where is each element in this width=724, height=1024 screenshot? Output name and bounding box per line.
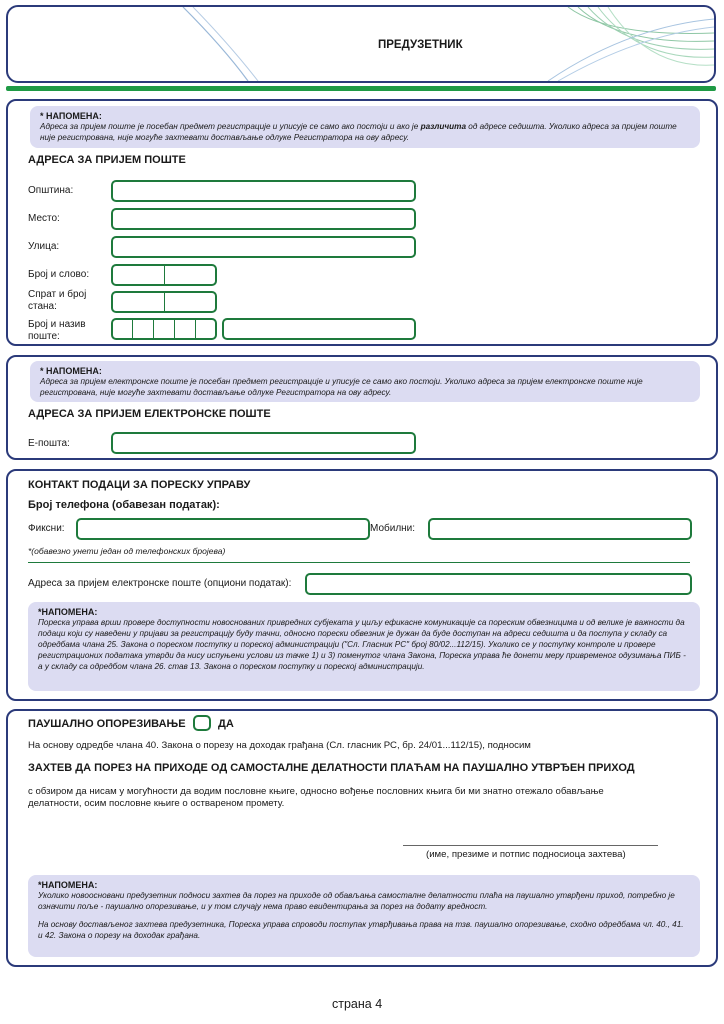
note-text: Уколико новоосновани предузетник подноси захтев да порез на приходе од обављања самосталне делатности плаћа на паушално утврђени приход, потребно је означити поље - паушално опорезивање, и у том случају нема право евидентирања за порез на додату вредност. — [38, 891, 675, 911]
mail-note — [30, 106, 700, 148]
postal-label: Број и назив поште: — [28, 319, 86, 342]
mail-address-section — [6, 99, 718, 346]
flat-rate-section — [6, 709, 718, 967]
landline-field[interactable] — [76, 518, 370, 540]
note-title: *НАПОМЕНА: — [38, 607, 98, 617]
place-label: Место: — [28, 213, 60, 224]
decorative-wave-graphic — [8, 7, 714, 81]
note-text: На основу достављеног захтева предузетника, Пореска управа спроводи поступак утврђивања права на тзв. паушално опорезивање, сходно одредбама чл. 40., 41. и 42. Закона о порезу на доходак грађана. — [38, 920, 684, 940]
street-label: Улица: — [28, 241, 60, 252]
floor-field[interactable] — [111, 291, 217, 313]
reason-text: с обзиром да нисам у могућности да водим пословне књиге, односно вођење пословних књига би ми знатно отежало обављање делатности, осим пословне књиге о оствареном промету. — [28, 786, 604, 809]
floor-label: Спрат и број стана: — [28, 289, 87, 312]
email-address-section — [6, 355, 718, 460]
note-text: Пореска управа врши провере доступности новоснованих привредних субјеката у циљу ефикасне комуникације са пореским обвезницима и од велике је важности да подаци који су наведени у пријави за регистрацију буду тачни, односно порески обвезник је дужан да буде доступан на адреси седишта и да поступа у складу са одредбама члана 25. Закона о пореском поступку и пореској администрацији ("Сл. Гласник РС" број 80/02...112/15). Уколико се у поступку контроле и провере регистрационих података утврди да нису испуњени услови из тачке 1) и 3) поменутог члана Закона, Пореска управа ће донети меру привременог одузимања ПИБ - а у складу са одредбом члана 26. став 13. Закона о пореском поступку и пореској администрацији. — [38, 618, 686, 671]
place-field[interactable] — [111, 208, 416, 230]
page-number: страна 4 — [332, 997, 383, 1011]
page-title: ПРЕДУЗЕТНИК — [378, 39, 463, 51]
note-text: Адреса за пријем електронске поште је посебан предмет регистрације и уписује се само ако постоји. Уколико адреса за пријем електронске поште није регистрована, није могуће захтевати достављање одлуке Регистратора на ову адресу. — [40, 377, 643, 397]
yes-label: ДА — [218, 718, 234, 730]
note-title: *НАПОМЕНА: — [38, 880, 98, 890]
number-label: Број и слово: — [28, 269, 90, 280]
phone-hint: *(обавезно унети један од телефонских бројева) — [28, 546, 226, 556]
note-title: * НАПОМЕНА: — [40, 111, 102, 121]
note-text: Адреса за пријем поште је посебан предмет регистрације и уписује се само ако постоји и ако је различита од адресе седишта. Уколико адреса за пријем поште није регистрована, није могуће захтевати достављање одлуке Регистратора на ову адресу. — [40, 122, 677, 142]
contact-note — [28, 602, 700, 691]
optional-email-field[interactable] — [305, 573, 692, 595]
mobile-field[interactable] — [428, 518, 692, 540]
flat-rate-note — [28, 875, 700, 957]
note-title: * НАПОМЕНА: — [40, 366, 102, 376]
email-note — [30, 361, 700, 402]
flat-rate-title: ПАУШАЛНО ОПОРЕЗИВАЊЕ — [28, 718, 186, 730]
email-section-title: АДРЕСА ЗА ПРИЈЕМ ЕЛЕКТРОНСКЕ ПОШТЕ — [28, 408, 271, 420]
request-title: ЗАХТЕВ ДА ПОРЕЗ НА ПРИХОДЕ ОД САМОСТАЛНЕ ДЕЛАТНОСТИ ПЛАЋАМ НА ПАУШАЛНО УТВРЂЕН ПРИХОД — [28, 762, 635, 774]
postal-code-field[interactable] — [111, 318, 217, 340]
landline-label: Фиксни: — [28, 523, 65, 534]
phone-title: Број телефона (обавезан податак): — [28, 499, 220, 511]
legal-basis-text: На основу одредбе члана 40. Закона о порезу на доходак грађана (Сл. гласник РС, бр. 24/01...112/15), подносим — [28, 740, 531, 751]
header-banner — [6, 5, 716, 83]
optional-email-label: Адреса за пријем електронске поште (опциони податак): — [28, 578, 292, 589]
postal-name-field[interactable] — [222, 318, 416, 340]
contact-section-title: КОНТАКТ ПОДАЦИ ЗА ПОРЕСКУ УПРАВУ — [28, 479, 251, 491]
municipality-label: Општина: — [28, 185, 74, 196]
contact-section — [6, 469, 718, 701]
municipality-field[interactable] — [111, 180, 416, 202]
mobile-label: Мобилни: — [370, 523, 416, 534]
signature-line — [403, 845, 658, 846]
email-field[interactable] — [111, 432, 416, 454]
divider-line — [28, 562, 690, 563]
number-field[interactable] — [111, 264, 217, 286]
signature-caption: (име, презиме и потпис подносиоца захтева) — [426, 849, 626, 860]
mail-section-title: АДРЕСА ЗА ПРИЈЕМ ПОШТЕ — [28, 154, 186, 166]
flat-rate-checkbox[interactable] — [193, 715, 211, 731]
email-label: Е-пошта: — [28, 438, 70, 449]
street-field[interactable] — [111, 236, 416, 258]
accent-bar — [6, 86, 716, 91]
